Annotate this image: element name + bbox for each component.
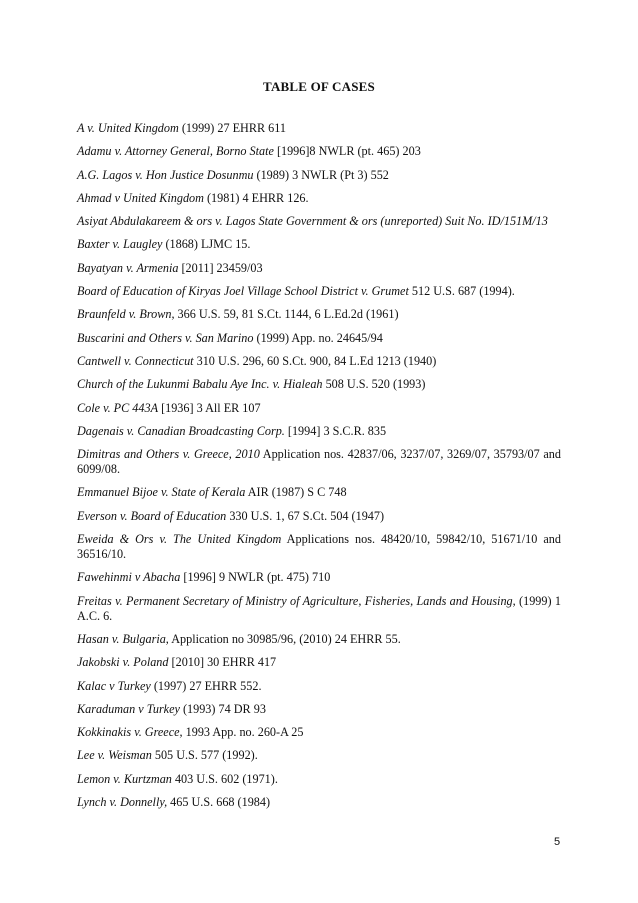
case-name: Emmanuel Bijoe v. State of Kerala xyxy=(77,485,246,500)
case-entry xyxy=(77,485,561,500)
case-name: Bayatyan v. Armenia xyxy=(77,260,179,275)
case-citation: [2010] 30 EHRR 417 xyxy=(168,655,277,670)
case-entry xyxy=(77,144,561,159)
case-citation: Applications nos. 48420/10, 59842/10, 51671/10 and 36516/10. xyxy=(77,532,561,562)
case-citation: 465 U.S. 668 (1984) xyxy=(167,795,271,810)
case-citation: [1996]8 NWLR (pt. 465) 203 xyxy=(273,144,421,159)
case-name: Cole v. PC 443A xyxy=(77,400,159,415)
case-entry xyxy=(77,594,561,624)
case-citation: 330 U.S. 1, 67 S.Ct. 504 (1947) xyxy=(226,508,385,523)
case-name: Ahmad v United Kingdom xyxy=(77,190,204,205)
case-entry xyxy=(77,214,561,229)
case-name: Freitas v. Permanent Secretary of Ministry of Agriculture, Fisheries, Lands and Housing, xyxy=(77,593,516,608)
case-entry xyxy=(77,331,561,346)
case-name: Lee v. Weisman xyxy=(77,748,152,763)
case-name: Asiyat Abdulakareem & ors v. Lagos State Government & ors (unreported) Suit No. ID/151M/13 xyxy=(77,214,548,229)
case-citation: 508 U.S. 520 (1993) xyxy=(322,377,426,392)
case-citation: (1999) 1 A.C. 6. xyxy=(77,593,561,623)
case-list xyxy=(77,121,561,818)
case-entry xyxy=(77,725,561,740)
case-name: Karaduman v Turkey xyxy=(77,701,180,716)
case-entry xyxy=(77,401,561,416)
case-entry xyxy=(77,377,561,392)
case-name: Dimitras and Others v. Greece, 2010 xyxy=(77,447,260,462)
case-name: Kalac v Turkey xyxy=(77,678,151,693)
case-name: Lynch v. Donnelly, xyxy=(77,795,168,810)
case-name: Kokkinakis v. Greece, xyxy=(77,725,183,740)
case-citation: [1994] 3 S.C.R. 835 xyxy=(284,423,387,438)
case-entry xyxy=(77,121,561,136)
case-citation: 403 U.S. 602 (1971). xyxy=(171,771,278,786)
case-entry xyxy=(77,168,561,183)
case-name: Braunfeld v. Brown, xyxy=(77,307,175,322)
case-entry xyxy=(77,632,561,647)
case-name: Cantwell v. Connecticut xyxy=(77,353,194,368)
case-name: Baxter v. Laugley xyxy=(77,237,163,252)
case-name: Eweida & Ors v. The United Kingdom xyxy=(77,532,282,547)
case-entry xyxy=(77,702,561,717)
case-name: A v. United Kingdom xyxy=(77,121,179,135)
case-entry xyxy=(77,261,561,276)
case-citation: 310 U.S. 296, 60 S.Ct. 900, 84 L.Ed 1213 (1940) xyxy=(193,353,437,368)
case-citation: AIR (1987) S C 748 xyxy=(245,485,347,500)
case-name: Dagenais v. Canadian Broadcasting Corp. xyxy=(77,423,285,438)
case-citation: [1936] 3 All ER 107 xyxy=(158,400,261,415)
page-title: TABLE OF CASES xyxy=(263,79,375,94)
case-entry xyxy=(77,748,561,763)
case-entry xyxy=(77,570,561,585)
case-name: A.G. Lagos v. Hon Justice Dosunmu xyxy=(77,167,254,182)
case-citation: Application no 30985/96, (2010) 24 EHRR 55. xyxy=(168,631,401,646)
case-citation: 512 U.S. 687 (1994). xyxy=(408,284,515,299)
case-entry xyxy=(77,532,561,562)
case-citation: (1981) 4 EHRR 126. xyxy=(203,190,309,205)
case-entry xyxy=(77,772,561,787)
case-entry xyxy=(77,307,561,322)
case-name: Hasan v. Bulgaria, xyxy=(77,631,169,646)
case-name: Buscarini and Others v. San Marino xyxy=(77,330,254,345)
case-citation: (1993) 74 DR 93 xyxy=(179,701,266,716)
case-name: Lemon v. Kurtzman xyxy=(77,771,172,786)
case-name: Board of Education of Kiryas Joel Village School District v. Grumet xyxy=(77,284,409,299)
case-citation: [2011] 23459/03 xyxy=(178,260,263,275)
case-name: Everson v. Board of Education xyxy=(77,508,227,523)
case-entry xyxy=(77,237,561,252)
case-citation: (1868) LJMC 15. xyxy=(162,237,251,252)
case-citation: (1999) 27 EHRR 611 xyxy=(178,121,286,135)
case-name: Jakobski v. Poland xyxy=(77,655,169,670)
case-name: Church of the Lukunmi Babalu Aye Inc. v. Hialeah xyxy=(77,377,323,392)
case-entry xyxy=(77,354,561,369)
case-entry xyxy=(77,284,561,299)
case-citation: [1996] 9 NWLR (pt. 475) 710 xyxy=(180,570,331,585)
case-citation: Application nos. 42837/06, 3237/07, 3269/07, 35793/07 and 6099/08. xyxy=(77,447,561,477)
case-citation: 1993 App. no. 260-A 25 xyxy=(182,725,304,740)
case-entry xyxy=(77,424,561,439)
case-entry xyxy=(77,191,561,206)
case-entry xyxy=(77,679,561,694)
case-citation: 366 U.S. 59, 81 S.Ct. 1144, 6 L.Ed.2d (1961) xyxy=(174,307,399,322)
case-citation: (1997) 27 EHRR 552. xyxy=(150,678,262,693)
case-entry xyxy=(77,795,561,810)
case-entry xyxy=(77,509,561,524)
case-citation: (1989) 3 NWLR (Pt 3) 552 xyxy=(253,167,389,182)
case-entry xyxy=(77,447,561,477)
page-number: 5 xyxy=(554,836,561,848)
case-citation: (1999) App. no. 24645/94 xyxy=(253,330,383,345)
case-name: Adamu v. Attorney General, Borno State xyxy=(77,144,274,159)
case-name: Fawehinmi v Abacha xyxy=(77,570,181,585)
case-citation: 505 U.S. 577 (1992). xyxy=(151,748,258,763)
case-entry xyxy=(77,655,561,670)
